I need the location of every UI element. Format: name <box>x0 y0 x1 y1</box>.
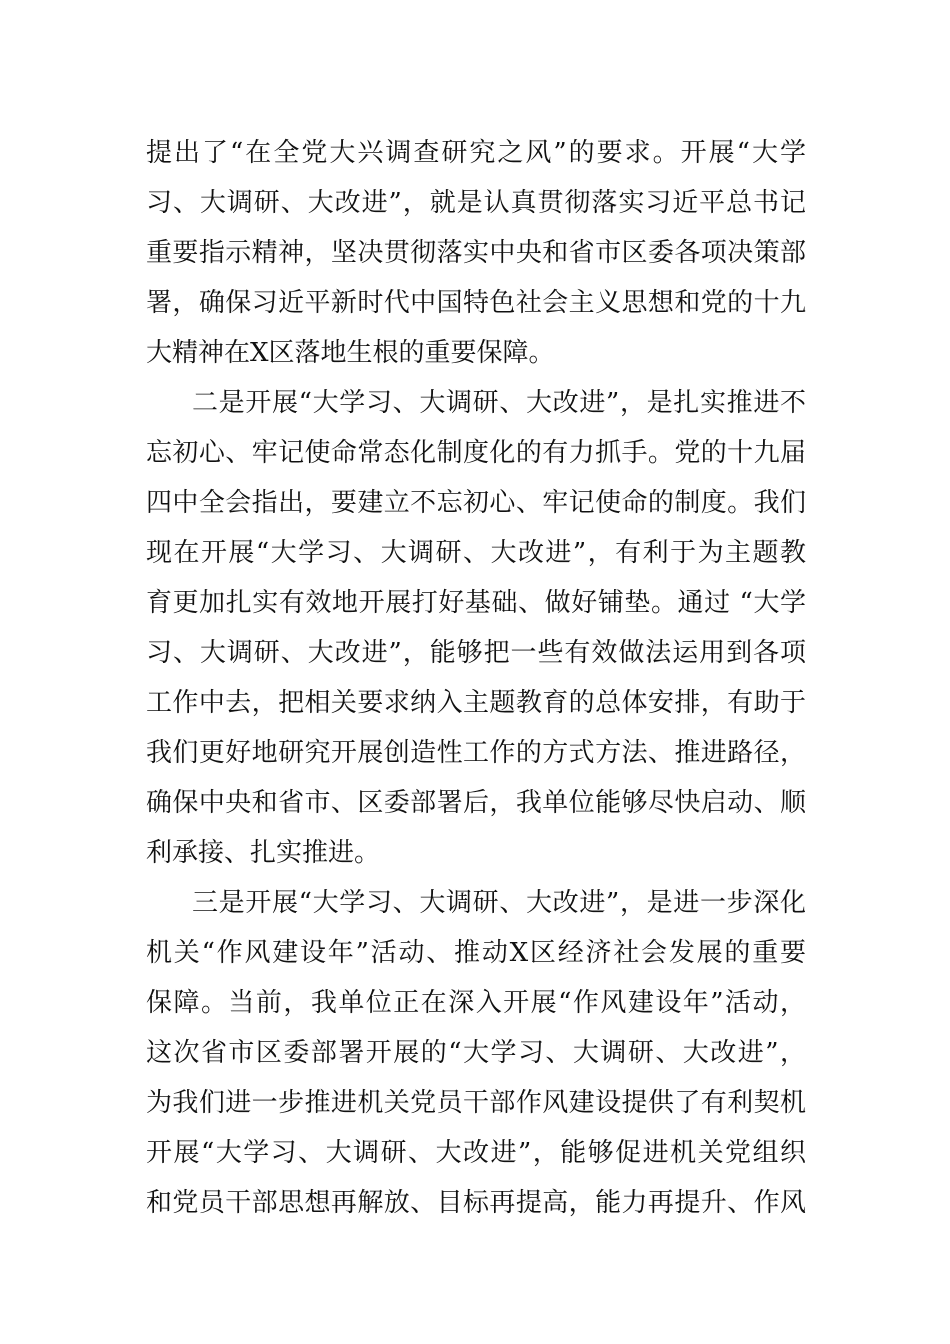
text-line: 机关“作风建设年”活动、推动X区经济社会发展的重要 <box>146 938 806 968</box>
text-line: 习、大调研、大改进”，就是认真贯彻落实习近平总书记 <box>146 188 806 218</box>
text-line: 重要指示精神，坚决贯彻落实中央和省市区委各项决策部 <box>146 238 806 268</box>
text-line: 习、大调研、大改进”，能够把一些有效做法运用到各项 <box>146 638 806 668</box>
text-line: 为我们进一步推进机关党员干部作风建设提供了有利契机 <box>146 1088 806 1118</box>
text-line: 现在开展“大学习、大调研、大改进”，有利于为主题教 <box>146 538 806 568</box>
text-line: 保障。当前，我单位正在深入开展“作风建设年”活动， <box>146 988 806 1018</box>
text-line: 三是开展“大学习、大调研、大改进”，是进一步深化 <box>192 888 806 918</box>
text-line: 工作中去，把相关要求纳入主题教育的总体安排，有助于 <box>146 688 806 718</box>
body-text <box>146 128 806 1228</box>
text-line: 二是开展“大学习、大调研、大改进”，是扎实推进不 <box>192 388 806 418</box>
text-line: 这次省市区委部署开展的“大学习、大调研、大改进”， <box>146 1038 806 1068</box>
text-line: 四中全会指出，要建立不忘初心、牢记使命的制度。我们 <box>146 488 806 518</box>
text-line: 我们更好地研究开展创造性工作的方式方法、推进路径， <box>146 738 806 768</box>
text-line: 忘初心、牢记使命常态化制度化的有力抓手。党的十九届 <box>146 438 806 468</box>
text-line: 确保中央和省市、区委部署后，我单位能够尽快启动、顺 <box>146 788 806 818</box>
text-line: 利承接、扎实推进。 <box>146 838 381 868</box>
text-line: 大精神在X区落地生根的重要保障。 <box>146 338 555 368</box>
text-line: 署，确保习近平新时代中国特色社会主义思想和党的十九 <box>146 288 806 318</box>
text-line: 提出了“在全党大兴调查研究之风”的要求。开展“大学 <box>146 138 806 168</box>
text-line: 开展“大学习、大调研、大改进”，能够促进机关党组织 <box>146 1138 806 1168</box>
text-line: 和党员干部思想再解放、目标再提高，能力再提升、作风 <box>146 1188 806 1218</box>
text-line: 育更加扎实有效地开展打好基础、做好铺垫。通过 “大学 <box>146 588 806 618</box>
